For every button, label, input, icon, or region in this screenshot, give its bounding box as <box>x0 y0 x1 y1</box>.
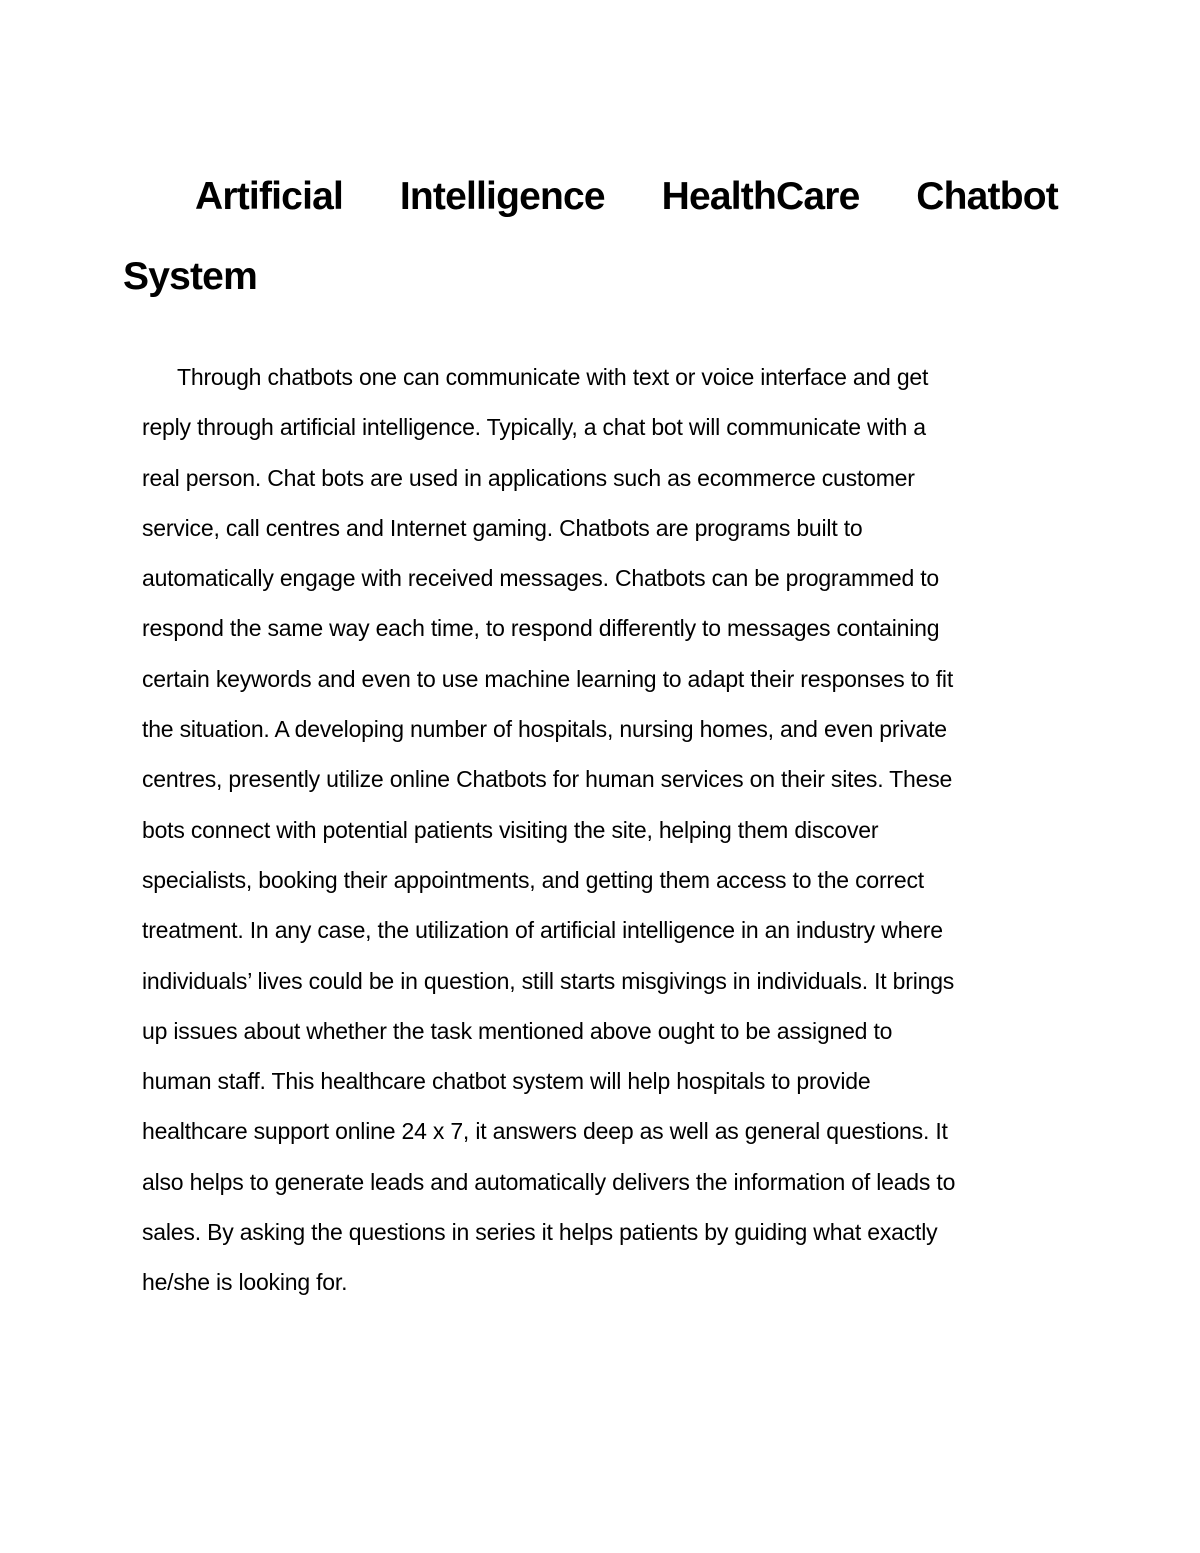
title-word: Chatbot <box>916 175 1058 218</box>
paragraph-line: the situation. A developing number of hospitals, nursing homes, and even private <box>142 716 947 743</box>
document-title <box>123 168 1058 306</box>
paragraph-line: human staff. This healthcare chatbot system will help hospitals to provide <box>142 1068 871 1095</box>
paragraph-line: individuals’ lives could be in question, still starts misgivings in individuals. It brings <box>142 967 955 994</box>
title-line-1 <box>123 168 1058 226</box>
title-word: Intelligence <box>399 175 605 218</box>
title-word: Artificial <box>195 175 344 218</box>
paragraph-line: he/she is looking for. <box>142 1269 348 1296</box>
paragraph-line: service, call centres and Internet gaming. Chatbots are programs built to <box>142 514 863 541</box>
paragraph-line: automatically engage with received messages. Chatbots can be programmed to <box>142 565 940 592</box>
paragraph-line: certain keywords and even to use machine learning to adapt their responses to fit <box>142 665 954 692</box>
paragraph-line: sales. By asking the questions in series it helps patients by guiding what exactly <box>142 1219 938 1246</box>
title-word: HealthCare <box>661 175 860 218</box>
body-paragraph <box>142 352 1062 1308</box>
paragraph-line: respond the same way each time, to respond differently to messages containing <box>142 615 940 642</box>
paragraph-line: reply through artificial intelligence. Typically, a chat bot will communicate with a <box>142 414 926 441</box>
paragraph-line: also helps to generate leads and automatically delivers the information of leads to <box>142 1168 956 1195</box>
paragraph-line: bots connect with potential patients visiting the site, helping them discover <box>142 816 879 843</box>
title-line-2: System <box>123 255 257 298</box>
paragraph-line: real person. Chat bots are used in applications such as ecommerce customer <box>142 464 915 491</box>
paragraph-line: treatment. In any case, the utilization of artificial intelligence in an industry where <box>142 917 943 944</box>
paragraph-line: Through chatbots one can communicate with text or voice interface and get <box>177 364 929 390</box>
paragraph-line: specialists, booking their appointments, and getting them access to the correct <box>142 866 924 893</box>
paragraph-line: centres, presently utilize online Chatbots for human services on their sites. These <box>142 766 953 793</box>
paragraph-line: up issues about whether the task mentioned above ought to be assigned to <box>142 1017 893 1044</box>
paragraph-line: healthcare support online 24 x 7, it answers deep as well as general questions. It <box>142 1118 948 1145</box>
